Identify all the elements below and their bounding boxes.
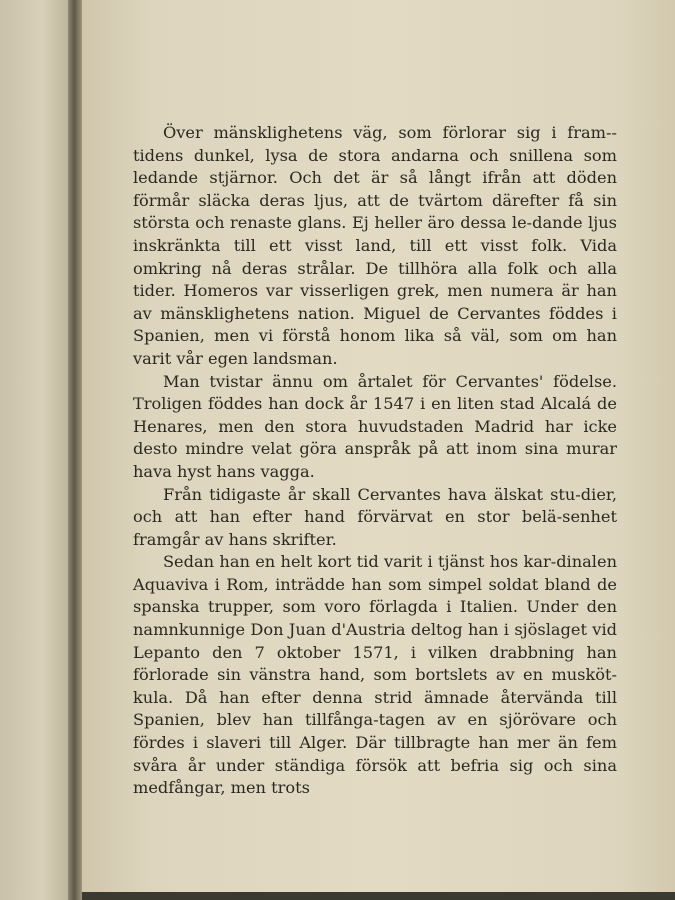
page-text — [133, 122, 617, 800]
facing-page-edge — [0, 0, 70, 900]
page-bottom-edge — [82, 892, 675, 900]
paragraph-2: Man tvistar ännu om årtalet för Cervantes' födelse. Troligen föddes han dock år 1547 i en liten stad Alcalá de Henares, men den stora huvudstaden Madrid har icke desto mindre velat göra anspråk på att inom sina murar hava hyst hans vagga. — [133, 371, 617, 481]
paragraph-3: Från tidigaste år skall Cervantes hava älskat stu-dier, och att han efter hand förvärvat en stor belä-senhet framgår av hans skrifter. — [133, 484, 617, 549]
paragraph-1: Över mänsklighetens väg, som förlorar sig i fram-tidens dunkel, lysa de stora andarna och snillena som ledande stjärnor. Och det är så långt ifrån att döden förmår släcka deras ljus, att de tvärtom därefter få sin största och renaste glans. Ej heller äro dessa le-dande ljus inskränkta till ett visst land, till ett visst folk. Vida omkring nå deras strålar. De tillhöra alla folk och alla tider. Homeros var visserligen grek, men numera är han av mänsklighetens nation. Miguel de Cervantes föddes i Spanien, men vi förstå honom lika så väl, som om han varit vår egen landsman. — [133, 123, 617, 368]
book-gutter — [68, 0, 82, 900]
paragraph-4: Sedan han en helt kort tid varit i tjänst hos kar-dinalen Aquaviva i Rom, inträdde han som simpel soldat bland de spanska trupper, som voro förlagda i Italien. Under den namnkunnige Don Juan d'Austria deltog han i sjöslaget vid Lepanto den 7 oktober 1571, i vilken drabbning han förlorade sin vänstra hand, som bortslets av en muskötkula. Då han efter denna strid ämnade återvända till Spanien, blev han tillfånga-tagen av en sjörövare och fördes i slaveri till Alger. Där tillbragte han mer än fem svåra år under ständiga försök att befria sig och sina medfångar, men trots — [133, 552, 617, 798]
